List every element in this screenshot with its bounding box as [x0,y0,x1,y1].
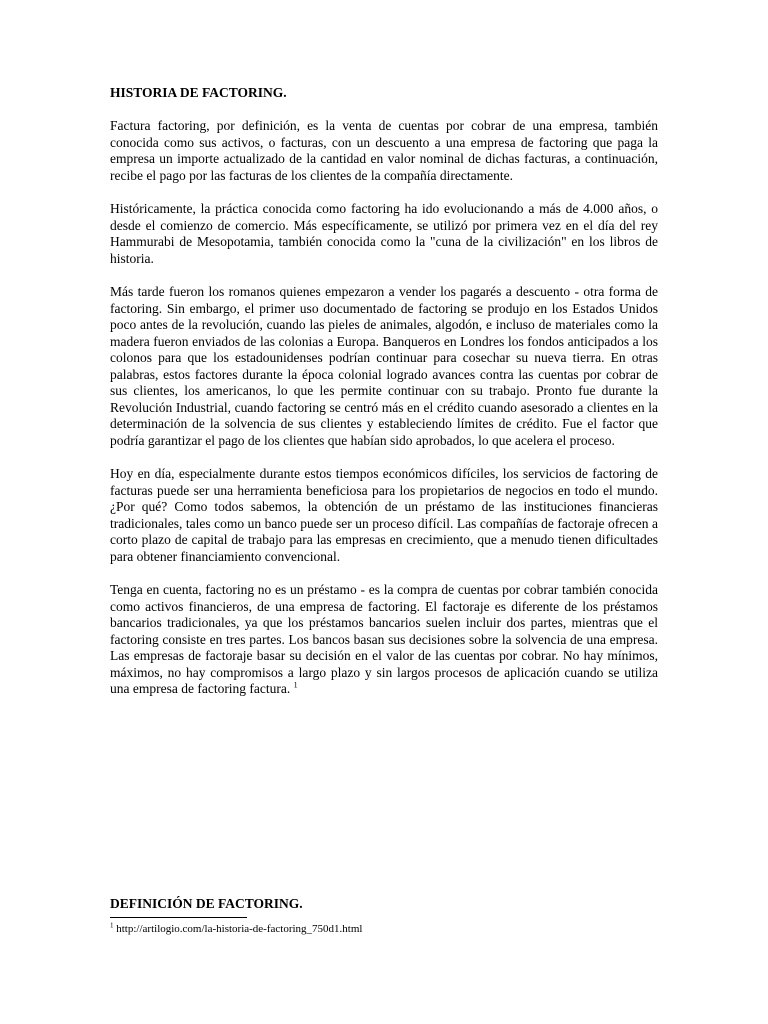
paragraph-today: Hoy en día, especialmente durante estos tiempos económicos difíciles, los servicios de factoring de facturas puede ser una herramienta beneficiosa para los propietarios de negocios en todo el mundo. ¿Por qué? Como todos sabemos, la obtención de un préstamo de las instituciones financieras tradicionales, tales como un banco puede ser un proceso difícil. Las compañías de factoraje ofrecen a corto plazo de capital de trabajo para las empresas en crecimiento, que a menudo tienen dificultades para obtener financiamiento convencional. [110,466,658,564]
section-heading-definition: DEFINICIÓN DE FACTORING. [110,896,303,911]
paragraph-not-a-loan-text: Tenga en cuenta, factoring no es un préstamo - es la compra de cuentas por cobrar también conocida como activos financieros, de una empresa de factoring. El factoraje es diferente de los préstamos bancarios tradicionales, ya que los préstamos bancarios suelen incluir dos partes, mientras que el factoring consiste en tres partes. Los bancos basan sus decisiones sobre la solvencia de una empresa. Las empresas de factoraje basar su decisión en el valor de las cuentas por cobrar. No hay mínimos, máximos, no hay compromisos a largo plazo y sin largos procesos de aplicación cuando se utiliza una empresa de factoring factura. [110,582,658,696]
paragraph-romans: Más tarde fueron los romanos quienes empezaron a vender los pagarés a descuento - otra forma de factoring. Sin embargo, el primer uso documentado de factoring se produjo en los Estados Unidos poco antes de la revolución, cuando las pieles de animales, algodón, e incluso de materiales como la madera fueron enviados de las colonias a Europa. Banqueros en Londres los fondos anticipados a los colonos para que los estadounidenses podrían continuar para cosechar su nueva tierra. En otras palabras, estos factores durante la época colonial logrado avances contra las cuentas por cobrar de sus clientes, los americanos, lo que les permite continuar con su trabajo. Pronto fue durante la Revolución Industrial, cuando factoring se centró más en el crédito cuando asesorado a clientes en la determinación de la solvencia de sus clientes y estableciendo límites de crédito. Fue el factor que podría garantizar el pago de los clientes que habían sido aprobados, lo que acelera el proceso. [110,284,658,448]
footnote-number: 1 [110,921,114,930]
document-body [110,84,658,715]
footnote [110,922,362,936]
footnote-reference[interactable]: 1 [293,680,298,690]
paragraph-not-a-loan [110,582,658,698]
paragraph-history: Históricamente, la práctica conocida como factoring ha ido evolucionando a más de 4.000 años, o desde el comienzo de comercio. Más específicamente, se utilizó por primera vez en el día del rey Hammurabi de Mesopotamia, también conocida como la "cuna de la civilización" en los libros de historia. [110,201,658,266]
paragraph-definition: Factura factoring, por definición, es la venta de cuentas por cobrar de una empresa, también conocida como sus activos, o facturas, con un descuento a una empresa de factoring que paga la empresa un importe actualizado de la cantidad en valor nominal de dichas facturas, a continuación, recibe el pago por las facturas de los clientes de la compañía directamente. [110,118,658,183]
section-heading: HISTORIA DE FACTORING. [110,85,287,100]
footnote-link[interactable]: http://artilogio.com/la-historia-de-factoring_750d1.html [113,923,363,935]
footnote-separator [110,917,247,918]
